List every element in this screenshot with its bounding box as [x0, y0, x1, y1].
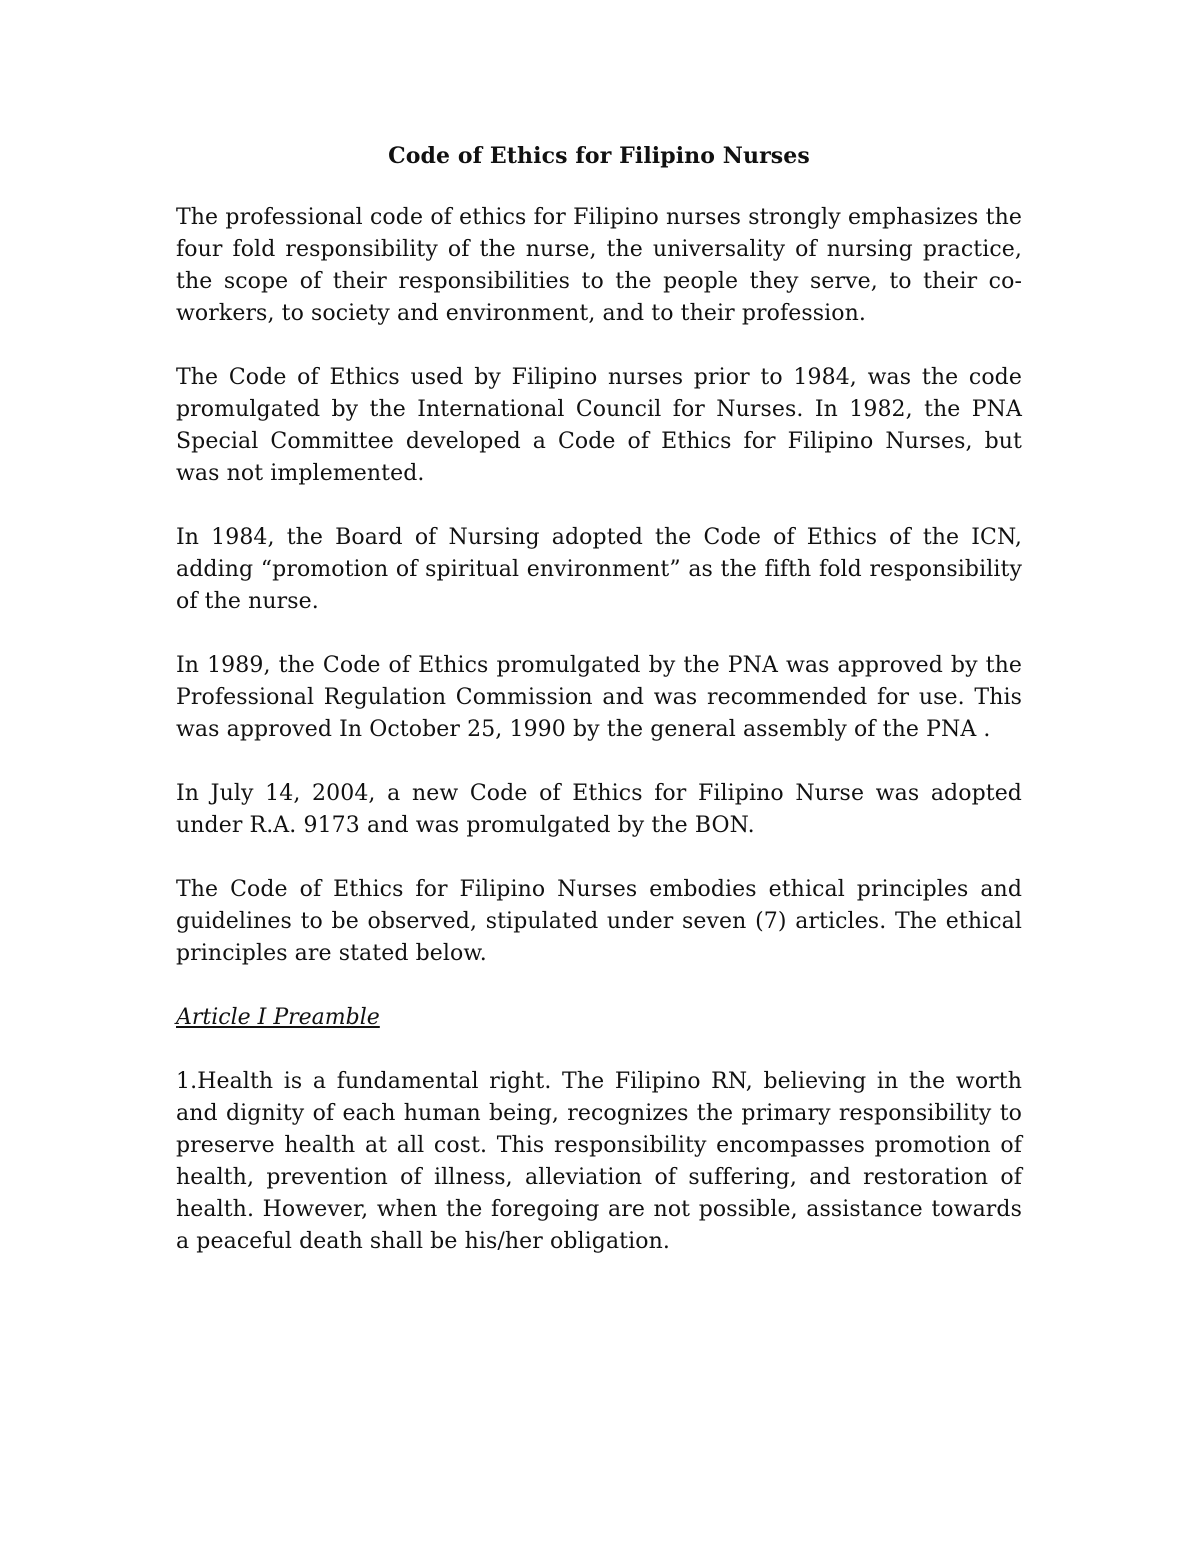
document-title: Code of Ethics for Filipino Nurses — [388, 143, 810, 169]
article-paragraph: 1.Health is a fundamental right. The Filipino RN, believing in the worth and dignity of each human being, recognizes the primary responsibility to preserve health at all cost. This responsibility encompasses promotion of health, prevention of illness, alleviation of suffering, and restoration of health. However, when the foregoing are not possible, assistance towards a peaceful death shall be his/her obligation. — [176, 1069, 1022, 1254]
document-page — [176, 140, 1022, 1290]
article-heading: Article I Preamble — [176, 1005, 380, 1030]
paragraph-ethical-principles: The Code of Ethics for Filipino Nurses embodies ethical principles and guidelines to be observed, stipulated under seven (7) articles. The ethical principles are stated below. — [176, 877, 1022, 966]
paragraph-intro: The professional code of ethics for Filipino nurses strongly emphasizes the four fold responsibility of the nurse, the universality of nursing practice, the scope of their responsibilities to the people they serve, to their co-workers, to society and environment, and to their profession. — [176, 205, 1022, 326]
paragraph-1989-approval: In 1989, the Code of Ethics promulgated by the PNA was approved by the Professional Regulation Commission and was recommended for use. This was approved In October 25, 1990 by the general assembly of the PNA . — [176, 653, 1022, 742]
paragraph-board-of-nursing: In 1984, the Board of Nursing adopted the Code of Ethics of the ICN, adding “promotion of spiritual environment” as the fifth fold responsibility of the nurse. — [176, 525, 1022, 614]
paragraph-2004-code: In July 14, 2004, a new Code of Ethics for Filipino Nurse was adopted under R.A. 9173 and was promulgated by the BON. — [176, 781, 1022, 838]
paragraph-history-1984: The Code of Ethics used by Filipino nurses prior to 1984, was the code promulgated by the International Council for Nurses. In 1982, the PNA Special Committee developed a Code of Ethics for Filipino Nurses, but was not implemented. — [176, 365, 1022, 486]
